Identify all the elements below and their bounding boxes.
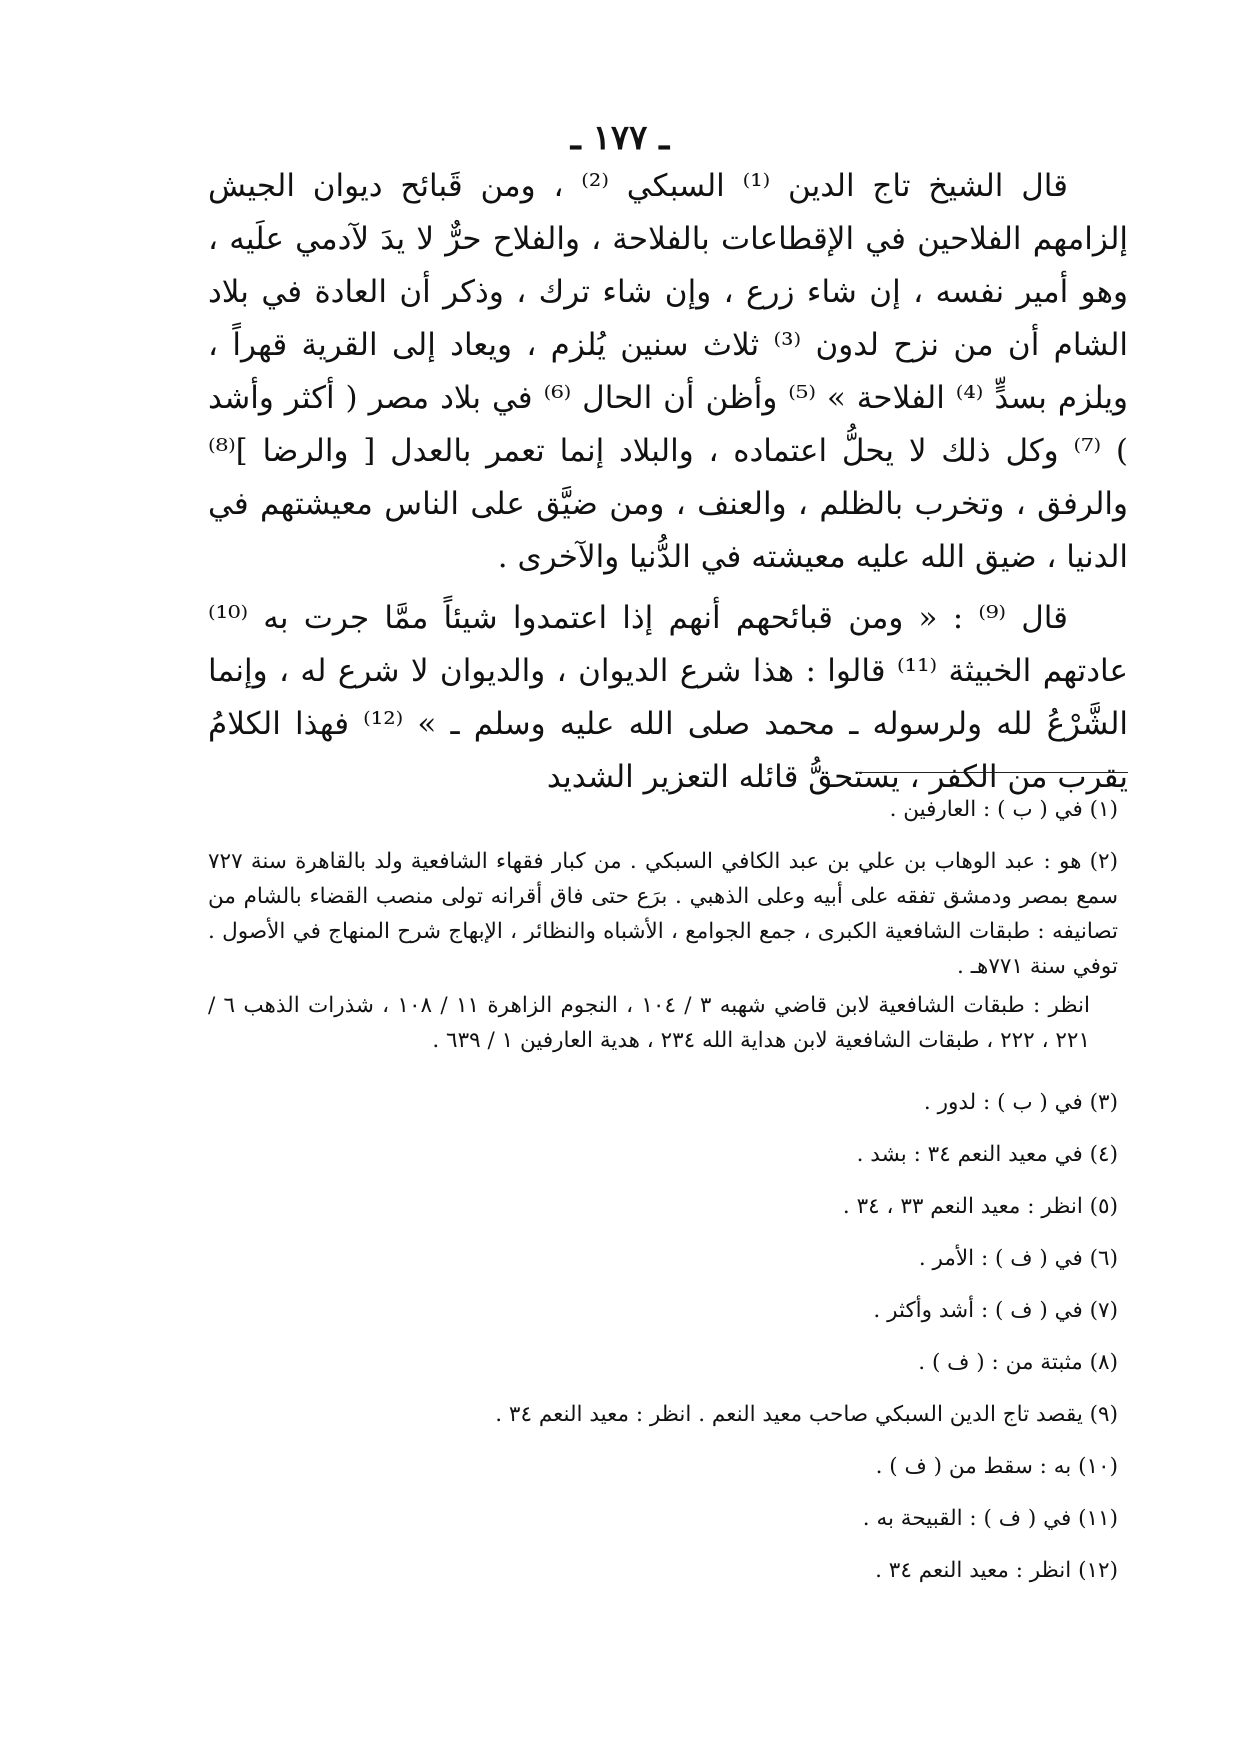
paragraph-2: قال ⁽⁹⁾ : « ومن قبائحهم أنهم إذا اعتمدوا شيئاً ممَّا جرت به ⁽¹⁰⁾ عادتهم الخبيثة ⁽¹¹⁾ قالوا : هذا شرع الديوان ، والديوان لا شرع له ، وإنما الشَّرْعُ لله ولرسوله ـ محمد صلى الله عليه وسلم ـ » ⁽¹²⁾ فهذا الكلامُ يقرب من الكفر ، يستحقُّ قائله التعزير الشديد — [208, 600, 1128, 795]
footnotes — [208, 792, 1118, 1605]
paragraph-1: قال الشيخ تاج الدين ⁽¹⁾ السبكي ⁽²⁾ ، ومن قَبائح ديوان الجيش إلزامهم الفلاحين في الإقطاعات بالفلاحة ، والفلاح حرٌّ لا يدَ لآدمي علَيه ، وهو أمير نفسه ، إن شاء زرع ، وإن شاء ترك ، وذكر أن العادة في بلاد الشام أن من نزح لدون ⁽³⁾ ثلاث سنين يُلزم ، ويعاد إلى القرية قهراً ، ويلزم بسدٍّ ⁽⁴⁾ الفلاحة » ⁽⁵⁾ وأظن أن الحال ⁽⁶⁾ في بلاد مصر ( أكثر وأشد ) ⁽⁷⁾ وكل ذلك لا يحلُّ اعتماده ، والبلاد إنما تعمر بالعدل [ والرضا ]⁽⁸⁾ والرفق ، وتخرب بالظلم ، والعنف ، ومن ضيَّق على الناس معيشتهم في الدنيا ، ضيق الله عليه معيشته في الدُّنيا والآخرى . — [208, 168, 1129, 575]
footnote-9: (٩) يقصد تاج الدين السبكي صاحب معيد النعم . انظر : معيد النعم ٣٤ . — [495, 1402, 1118, 1427]
footnote-separator — [858, 772, 1128, 773]
footnote-2: (٢) هو : عبد الوهاب بن علي بن عبد الكافي السبكي . من كبار فقهاء الشافعية ولد بالقاهرة سنة ٧٢٧ سمع بمصر ودمشق تفقه على أبيه وعلى الذهبي . برَع حتى فاق أقرانه تولى منصب القضاء بالشام من تصانيفه : طبقات الشافعية الكبرى ، جمع الجوامع ، الأشباه والنظائر ، الإبهاج شرح المنهاج في الأصول . توفي سنة ٧٧١هـ . — [208, 849, 1118, 979]
footnote-2-references: انظر : طبقات الشافعية لابن قاضي شهبه ٣ / ١٠٤ ، النجوم الزاهرة ١١ / ١٠٨ ، شذرات الذهب ٦ / ٢٢١ ، ٢٢٢ ، طبقات الشافعية لابن هداية الله ٢٣٤ ، هدية العارفين ١ / ٦٣٩ . — [208, 993, 1090, 1053]
footnote-12: (١٢) انظر : معيد النعم ٣٤ . — [875, 1558, 1118, 1583]
footnote-11: (١١) في ( ف ) : القبيحة به . — [862, 1506, 1118, 1531]
footnote-7: (٧) في ( ف ) : أشد وأكثر . — [873, 1298, 1118, 1323]
footnote-1: (١) في ( ب ) : العارفين . — [889, 797, 1118, 822]
main-text — [208, 160, 1128, 804]
footnote-3: (٣) في ( ب ) : لدور . — [923, 1090, 1118, 1115]
footnote-8: (٨) مثبتة من : ( ف ) . — [918, 1350, 1118, 1375]
page-number: ـ ١٧٧ ـ — [570, 118, 670, 158]
footnote-4: (٤) في معيد النعم ٣٤ : بشد . — [856, 1142, 1118, 1167]
footnote-10: (١٠) به : سقط من ( ف ) . — [875, 1454, 1118, 1479]
footnote-5: (٥) انظر : معيد النعم ٣٣ ، ٣٤ . — [842, 1194, 1118, 1219]
footnote-6: (٦) في ( ف ) : الأمر . — [918, 1246, 1118, 1271]
